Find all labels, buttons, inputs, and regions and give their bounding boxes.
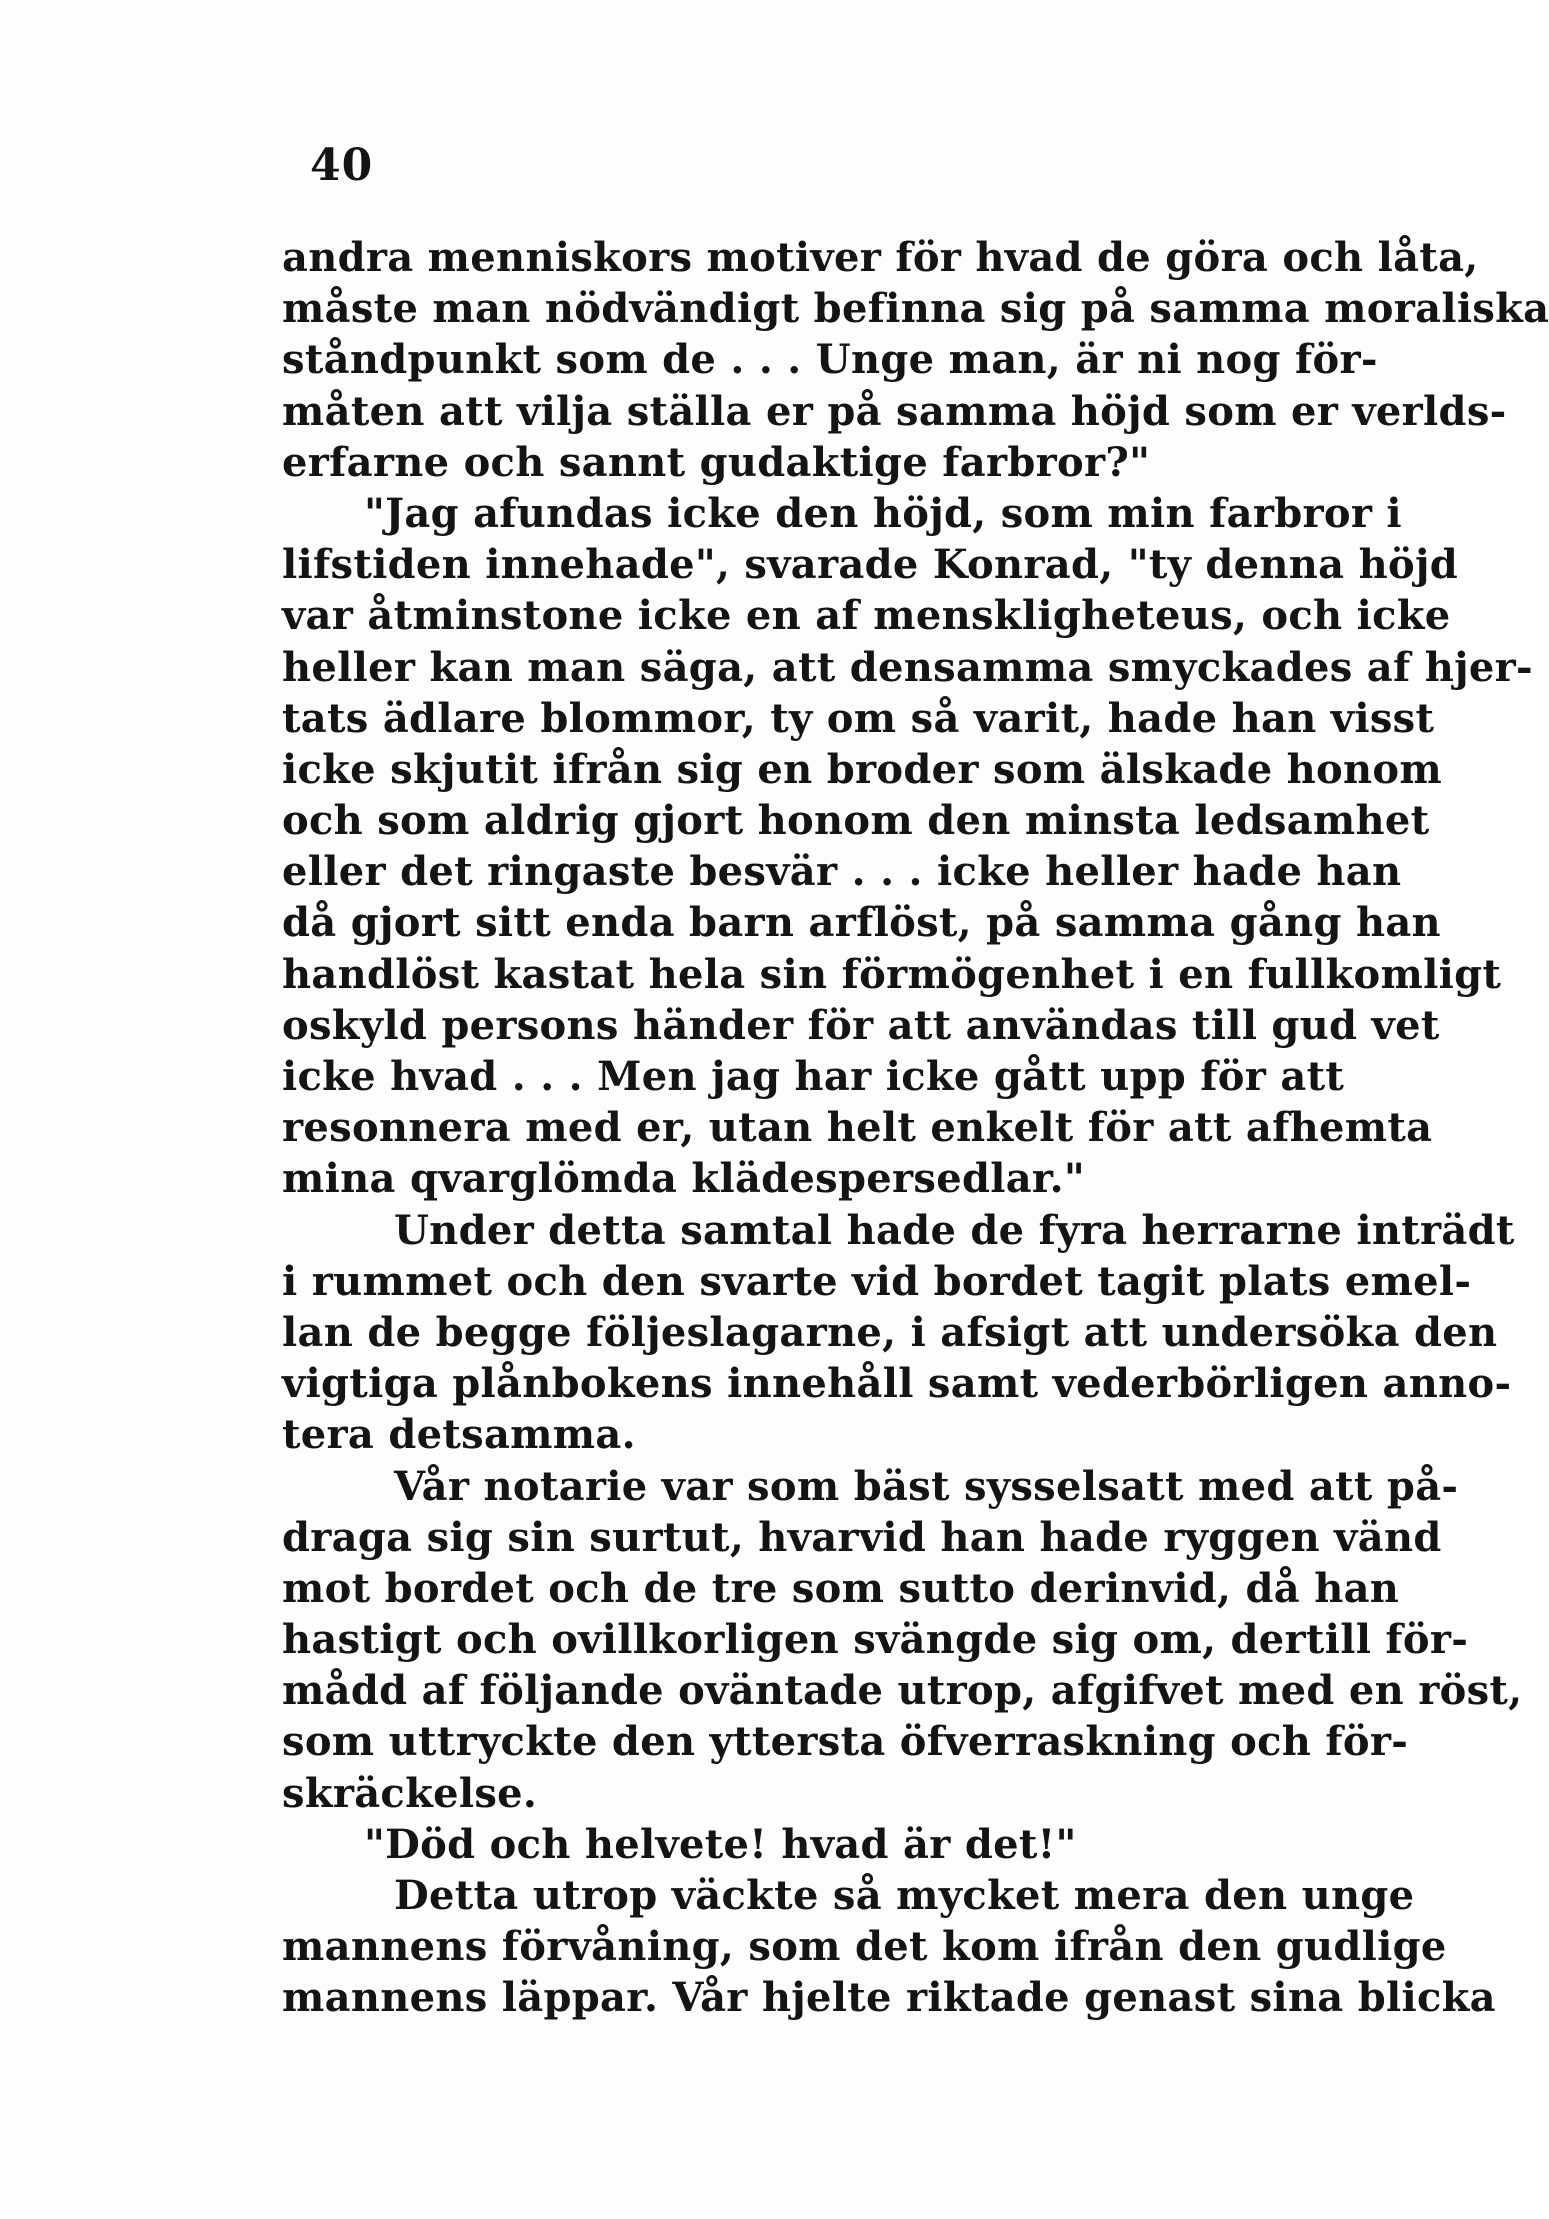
text-line: mina qvarglömda klädespersedlar." <box>282 1155 1086 1203</box>
text-line: mannens läppar. Vår hjelte riktade genast sina blicka <box>282 1974 1496 2022</box>
text-line: andra menniskors motiver för hvad de göra och låta, <box>282 234 1479 281</box>
text-line: hastigt och ovillkorligen svängde sig om, dertill för- <box>282 1616 1469 1664</box>
text-line: måten att vilja ställa er på samma höjd som er verlds- <box>282 387 1507 435</box>
text-line: då gjort sitt enda barn arflöst, på samma gång han <box>282 899 1441 947</box>
text-line: heller kan man säga, att densamma smyckades af hjer- <box>282 643 1533 691</box>
text-line: resonnera med er, utan helt enkelt för att afhemta <box>282 1104 1433 1152</box>
text-line: ståndpunkt som de . . . Unge man, är ni nog för- <box>282 336 1378 384</box>
text-line: tera detsamma. <box>282 1411 636 1459</box>
text-line: tats ädlare blommor, ty om så varit, hade han visst <box>282 694 1435 742</box>
text-line: i rummet och den svarte vid bordet tagit plats emel- <box>282 1257 1472 1305</box>
text-line: "Död och helvete! hvad är det!" <box>364 1820 1077 1868</box>
text-line: handlöst kastat hela sin förmögenhet i en fullkomligt <box>282 950 1502 998</box>
text-line: måste man nödvändigt befinna sig på samma moraliska <box>282 285 1549 333</box>
body-text <box>282 232 1549 2024</box>
text-line: Detta utrop väckte så mycket mera den unge <box>394 1872 1415 1919</box>
text-line: vigtiga plånbokens innehåll samt vederbörligen anno- <box>282 1360 1512 1408</box>
text-line: oskyld persons händer för att användas till gud vet <box>282 1001 1440 1049</box>
text-line: icke skjutit ifrån sig en broder som älskade honom <box>282 745 1443 793</box>
text-line: mannens förvåning, som det kom ifrån den gudlige <box>282 1923 1447 1971</box>
text-line: icke hvad . . . Men jag har icke gått upp för att <box>282 1053 1345 1100</box>
text-line: Under detta samtal hade de fyra herrarne inträdt <box>394 1206 1515 1254</box>
text-line: var åtminstone icke en af menskligheteus, och icke <box>282 592 1451 640</box>
text-line: som uttryckte den yttersta öfverraskning och för- <box>282 1718 1409 1766</box>
text-line: erfarne och sannt gudaktige farbror?" <box>282 438 1151 486</box>
text-line: Vår notarie var som bäst sysselsatt med att på- <box>394 1462 1459 1510</box>
text-line: och som aldrig gjort honom den minsta ledsamhet <box>282 797 1430 845</box>
text-line: mot bordet och de tre som sutto derinvid, då han <box>282 1564 1400 1612</box>
text-line: lifstiden innehade", svarade Konrad, "ty denna höjd <box>282 541 1459 589</box>
text-line: skräckelse. <box>282 1769 538 1817</box>
text-line: mådd af följande oväntade utrop, afgifvet med en röst, <box>282 1667 1523 1715</box>
page-number: 40 <box>310 140 374 191</box>
text-line: "Jag afundas icke den höjd, som min farbror i <box>364 489 1402 537</box>
text-line: draga sig sin surtut, hvarvid han hade ryggen vänd <box>282 1513 1442 1561</box>
text-line: eller det ringaste besvär . . . icke heller hade han <box>282 848 1402 896</box>
text-line: lan de begge följeslagarne, i afsigt att undersöka den <box>282 1308 1498 1356</box>
